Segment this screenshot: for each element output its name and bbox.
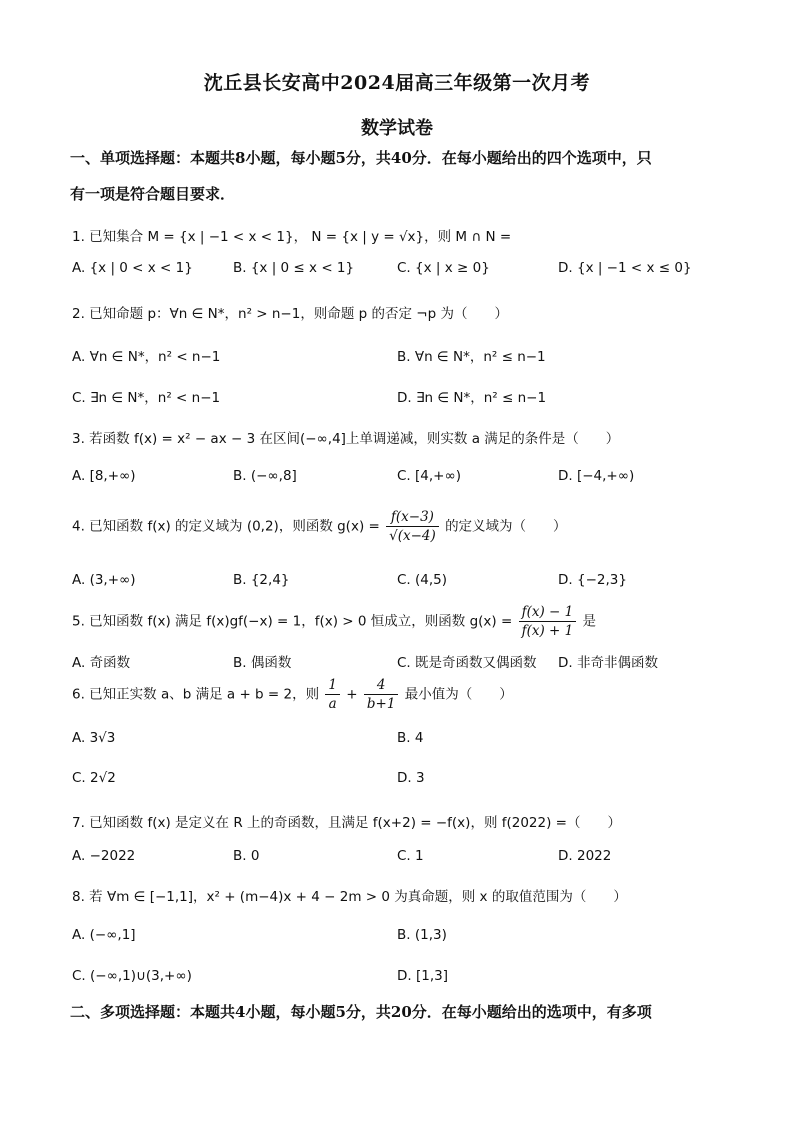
question-7-option-b: B. 0 — [233, 848, 260, 864]
question-6-fraction-2 — [364, 676, 399, 713]
question-8-option-d: D. [1,3] — [397, 968, 448, 984]
question-4-option-c: C. (4,5) — [397, 572, 448, 588]
question-5-option-a: A. 奇函数 — [72, 655, 131, 671]
question-1-option-c: C. {x | x ≥ 0} — [397, 260, 490, 276]
question-7-stem: 7. 已知函数 f(x) 是定义在 R 上的奇函数，且满足 f(x+2) = −f(x)，则 f(2022) =（ ） — [72, 815, 621, 831]
question-4-option-a: A. (3,+∞) — [72, 572, 136, 588]
question-5-option-b: B. 偶函数 — [233, 655, 292, 671]
question-8-option-a: A. (−∞,1] — [72, 927, 136, 943]
question-6-plus: + — [346, 686, 358, 703]
question-4-fraction-numerator: f(x−3) — [386, 508, 439, 527]
section-2-heading — [70, 994, 725, 1030]
section-1-heading — [70, 140, 725, 212]
question-4-option-b: B. {2,4} — [233, 572, 290, 588]
question-6-option-d: D. 3 — [397, 770, 425, 786]
question-5-stem — [72, 603, 596, 640]
question-6-option-c: C. 2√2 — [72, 770, 116, 786]
question-1-option-b: B. {x | 0 ≤ x < 1} — [233, 260, 355, 276]
question-3-stem: 3. 若函数 f(x) = x² − ax − 3 在区间(−∞,4]上单调递减，则实数 a 满足的条件是（ ） — [72, 431, 620, 447]
question-4-fraction — [386, 508, 439, 545]
question-4-stem-pre: 4. 已知函数 f(x) 的定义域为 (0,2)，则函数 g(x) = — [72, 518, 380, 535]
question-2-option-a: A. ∀n ∈ N*，n² < n−1 — [72, 349, 221, 365]
question-1-option-d: D. {x | −1 < x ≤ 0} — [558, 260, 692, 276]
section-1-line-1: 一、单项选择题：本题共8小题，每小题5分，共40分．在每小题给出的四个选项中，只 — [70, 149, 652, 167]
question-4-stem-post: 的定义域为（ ） — [445, 518, 567, 535]
question-3-option-d: D. [−4,+∞) — [558, 468, 635, 484]
question-2-option-d: D. ∃n ∈ N*，n² ≤ n−1 — [397, 390, 547, 406]
question-7-option-d: D. 2022 — [558, 848, 612, 864]
question-2-option-c: C. ∃n ∈ N*，n² < n−1 — [72, 390, 221, 406]
question-6-option-a: A. 3√3 — [72, 730, 116, 746]
question-5-stem-pre: 5. 已知函数 f(x) 满足 f(x)gf(−x) = 1，f(x) > 0 恒成立，则函数 g(x) = — [72, 613, 513, 630]
question-5-option-d: D. 非奇非偶函数 — [558, 655, 658, 671]
question-6-option-b: B. 4 — [397, 730, 424, 746]
question-5-stem-post: 是 — [582, 613, 597, 630]
section-2-line-1: 二、多项选择题：本题共4小题，每小题5分，共20分．在每小题给出的选项中，有多项 — [70, 1003, 652, 1021]
question-8-option-c: C. (−∞,1)∪(3,+∞) — [72, 968, 192, 984]
question-8-option-b: B. (1,3) — [397, 927, 447, 943]
question-3-option-c: C. [4,+∞) — [397, 468, 461, 484]
question-4-stem — [72, 508, 567, 545]
question-6-fraction-2-denominator: b+1 — [366, 696, 396, 712]
question-5-fraction-denominator: f(x) + 1 — [521, 623, 574, 639]
question-2-stem: 2. 已知命题 p：∀n ∈ N*，n² > n−1，则命题 p 的否定 ¬p 为（ ） — [72, 306, 508, 322]
question-3-option-b: B. (−∞,8] — [233, 468, 297, 484]
question-5-fraction — [519, 603, 577, 640]
question-5-fraction-numerator: f(x) − 1 — [519, 603, 577, 622]
question-6-fraction-1-numerator: 1 — [325, 676, 340, 695]
question-1-option-a: A. {x | 0 < x < 1} — [72, 260, 193, 276]
question-6-fraction-2-numerator: 4 — [364, 676, 399, 695]
question-7-option-a: A. −2022 — [72, 848, 136, 864]
question-1-stem: 1. 已知集合 M = {x | −1 < x < 1}， N = {x | y = √x}，则 M ∩ N = — [72, 229, 512, 245]
question-6-fraction-1-denominator: a — [328, 696, 337, 712]
question-5-option-c: C. 既是奇函数又偶函数 — [397, 655, 537, 671]
question-3-option-a: A. [8,+∞) — [72, 468, 136, 484]
question-7-option-c: C. 1 — [397, 848, 424, 864]
exam-subtitle: 数学试卷 — [361, 118, 433, 139]
question-6-stem-pre: 6. 已知正实数 a、b 满足 a + b = 2，则 — [72, 686, 320, 703]
question-6-stem-post: 最小值为（ ） — [404, 686, 513, 703]
question-2-option-b: B. ∀n ∈ N*，n² ≤ n−1 — [397, 349, 546, 365]
question-6-fraction-1 — [325, 676, 340, 713]
question-4-option-d: D. {−2,3} — [558, 572, 627, 588]
exam-title: 沈丘县长安高中2024届高三年级第一次月考 — [203, 72, 591, 94]
section-1-line-2: 有一项是符合题目要求． — [70, 185, 236, 203]
question-8-stem: 8. 若 ∀m ∈ [−1,1]，x² + (m−4)x + 4 − 2m > 0 为真命题，则 x 的取值范围为（ ） — [72, 889, 627, 905]
question-6-stem — [72, 676, 513, 713]
question-4-fraction-denominator: √(x−4) — [389, 528, 436, 544]
